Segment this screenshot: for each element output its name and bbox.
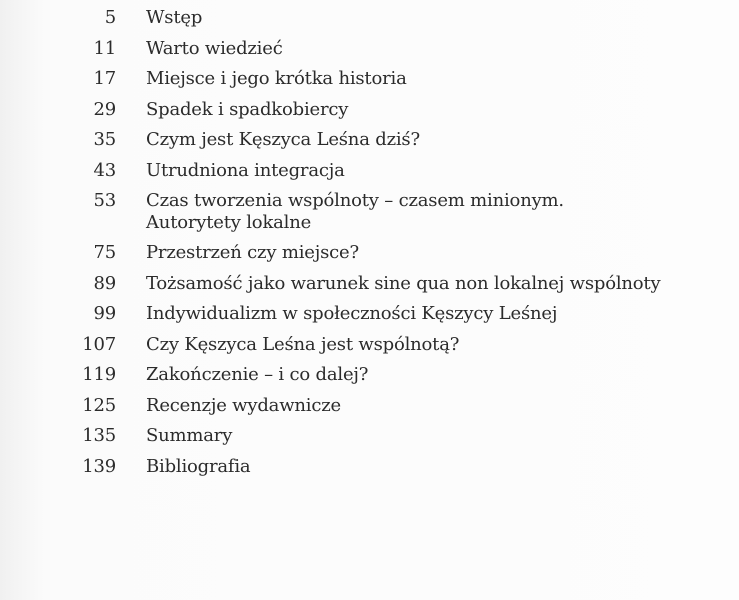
toc-page-number: 17	[93, 68, 116, 89]
toc-page-number: 99	[93, 303, 116, 324]
toc-page-number: 35	[93, 129, 116, 150]
toc-title: Czym jest Kęszyca Leśna dziś?	[146, 129, 420, 150]
toc-entry	[74, 7, 714, 38]
toc-title: Czas tworzenia wspólnoty – czasem minionym. Autorytety lokalne	[146, 190, 564, 233]
toc-title: Czy Kęszyca Leśna jest wspólnotą?	[146, 333, 460, 355]
toc-entry	[74, 190, 714, 242]
toc-page-number: 135	[82, 425, 116, 446]
toc-title: Miejsce i jego krótka historia	[146, 68, 407, 89]
toc-entry	[74, 273, 714, 304]
toc-page-number: 89	[93, 272, 116, 294]
toc-page-number: 11	[93, 37, 116, 59]
toc-page-number: 5	[104, 7, 116, 28]
toc-title: Warto wiedzieć	[146, 37, 283, 59]
toc-entry	[74, 99, 714, 130]
toc-entry	[74, 160, 714, 191]
toc-title: Bibliografia	[146, 455, 251, 477]
toc-entry	[74, 68, 714, 99]
toc-page-number: 53	[93, 190, 116, 211]
toc-title: Przestrzeń czy miejsce?	[146, 242, 359, 263]
toc-entry	[74, 242, 714, 273]
toc-page-number: 75	[93, 242, 116, 263]
toc-entry	[74, 129, 714, 160]
toc-entry	[74, 303, 714, 334]
toc-title: Recenzje wydawnicze	[146, 394, 341, 416]
toc-entry	[74, 364, 714, 395]
toc-page-number: 107	[82, 333, 116, 355]
toc-entry	[74, 38, 714, 69]
toc-page-number: 125	[82, 394, 116, 416]
toc-title: Tożsamość jako warunek sine qua non lokalnej wspólnoty	[146, 272, 661, 294]
toc-title: Summary	[146, 425, 233, 446]
toc-title: Wstęp	[146, 7, 203, 28]
toc-page-number: 139	[82, 455, 116, 477]
toc-page-number: 43	[93, 159, 116, 181]
toc-title: Zakończenie – i co dalej?	[146, 364, 369, 385]
table-of-contents	[74, 7, 714, 486]
toc-title: Utrudniona integracja	[146, 159, 345, 181]
toc-entry	[74, 395, 714, 426]
toc-title: Spadek i spadkobiercy	[146, 98, 349, 120]
toc-entry	[74, 425, 714, 456]
toc-title: Indywidualizm w społeczności Kęszycy Leśnej	[146, 303, 558, 324]
toc-page-number: 29	[93, 98, 116, 120]
toc-entry	[74, 456, 714, 487]
toc-entry	[74, 334, 714, 365]
toc-page-number: 119	[82, 364, 116, 385]
